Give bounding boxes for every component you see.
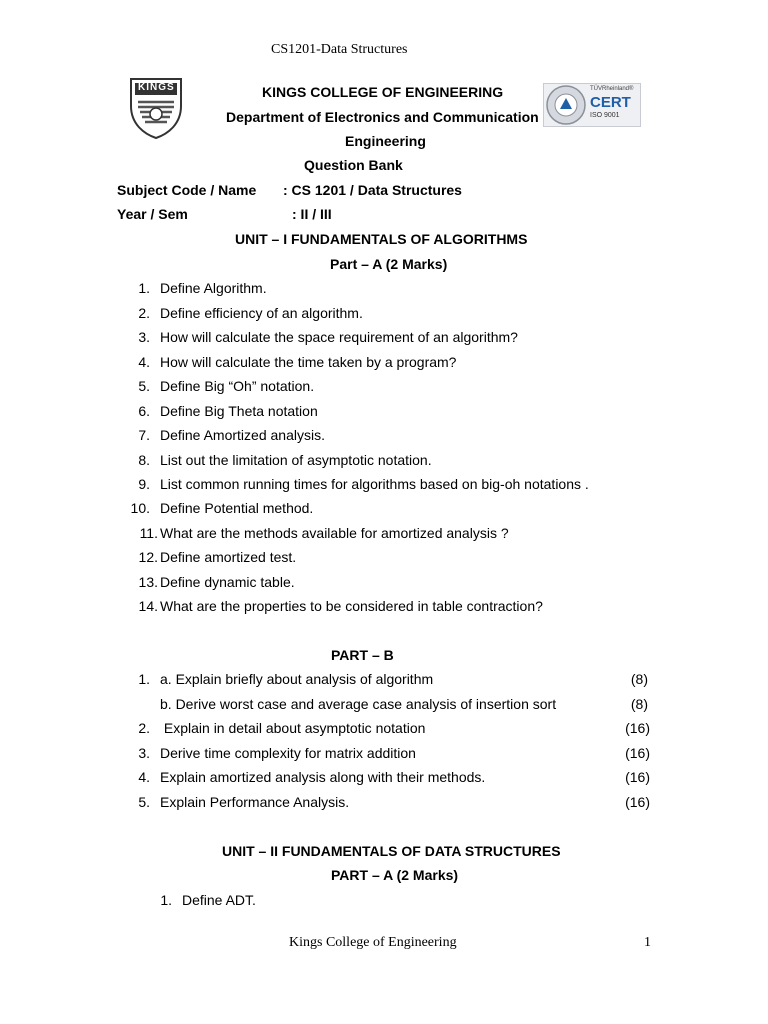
college-name: KINGS COLLEGE OF ENGINEERING xyxy=(262,84,504,100)
logo-text: KINGS xyxy=(138,82,175,93)
department-line1: Department of Electronics and Communication xyxy=(226,109,539,125)
list-number: 1. xyxy=(138,280,150,296)
page-number: 1 xyxy=(644,935,651,950)
list-item: Define ADT. xyxy=(182,892,256,908)
list-item: Explain in detail about asymptotic notation xyxy=(160,720,426,736)
list-number: 6. xyxy=(138,403,150,419)
unit1-part-a-title: Part – A (2 Marks) xyxy=(330,256,448,272)
list-item: Explain Performance Analysis. xyxy=(160,794,350,810)
list-item: Explain amortized analysis along with their methods. xyxy=(160,769,486,785)
list-item: Define amortized test. xyxy=(160,549,297,565)
marks-value: (8) xyxy=(630,671,648,687)
list-number: 1. xyxy=(160,892,172,908)
list-number: 5. xyxy=(138,378,150,394)
running-header: CS1201-Data Structures xyxy=(271,42,408,57)
year-value: : II / III xyxy=(292,206,332,222)
cert-logo xyxy=(543,83,641,127)
list-number: 8. xyxy=(138,452,150,468)
list-item: Define Amortized analysis. xyxy=(160,427,325,443)
list-number: 9. xyxy=(138,476,150,492)
list-number: 2. xyxy=(138,720,150,736)
cert-iso-text: ISO 9001 xyxy=(590,112,620,119)
subject-label: Subject Code / Name xyxy=(117,182,257,198)
list-item: List out the limitation of asymptotic notation. xyxy=(160,452,432,468)
list-item: Derive time complexity for matrix addition xyxy=(160,745,416,761)
list-item: How will calculate the time taken by a program? xyxy=(160,354,457,370)
year-label: Year / Sem xyxy=(117,206,188,222)
list-number: 4. xyxy=(138,354,150,370)
list-number: 1. xyxy=(138,671,150,687)
list-number: 11. xyxy=(139,525,158,541)
list-item: How will calculate the space requirement of an algorithm? xyxy=(160,329,518,345)
list-number: 3. xyxy=(138,329,150,345)
unit2-title: UNIT – II FUNDAMENTALS OF DATA STRUCTURES xyxy=(222,843,561,859)
marks-value: (16) xyxy=(625,769,650,785)
list-number: 10. xyxy=(130,500,150,516)
cert-top-text: TÜVRheinland® xyxy=(590,86,634,92)
list-item: List common running times for algorithms based on big-oh notations . xyxy=(160,476,589,492)
subject-value: : CS 1201 / Data Structures xyxy=(283,182,462,198)
list-item: b. Derive worst case and average case analysis of insertion sort xyxy=(160,696,557,712)
list-number: 4. xyxy=(138,769,150,785)
list-item: a. Explain briefly about analysis of algorithm xyxy=(160,671,434,687)
department-line2: Engineering xyxy=(345,133,426,149)
list-number: 3. xyxy=(138,745,150,761)
marks-value: (16) xyxy=(625,720,650,736)
marks-value: (8) xyxy=(630,696,648,712)
doc-type: Question Bank xyxy=(304,157,403,173)
cert-main-text: CERT xyxy=(590,94,631,111)
list-item: Define Big Theta notation xyxy=(160,403,318,419)
list-item: Define Big “Oh” notation. xyxy=(160,378,315,394)
list-number: 14. xyxy=(138,598,158,614)
list-item: What are the properties to be considered in table contraction? xyxy=(160,598,543,614)
list-number: 7. xyxy=(138,427,150,443)
list-item: Define Potential method. xyxy=(160,500,314,516)
unit2-part-a-title: PART – A (2 Marks) xyxy=(331,867,459,883)
unit1-title: UNIT – I FUNDAMENTALS OF ALGORITHMS xyxy=(235,231,528,247)
list-item: Define efficiency of an algorithm. xyxy=(160,305,363,321)
cert-seal-icon xyxy=(545,84,587,126)
list-item: Define dynamic table. xyxy=(160,574,295,590)
list-item: What are the methods available for amortized analysis ? xyxy=(160,525,509,541)
footer-college: Kings College of Engineering xyxy=(289,935,457,950)
list-number: 12. xyxy=(138,549,158,565)
unit1-part-b-title: PART – B xyxy=(331,647,394,663)
list-number: 2. xyxy=(138,305,150,321)
marks-value: (16) xyxy=(625,745,650,761)
college-logo xyxy=(128,76,184,140)
list-number: 13. xyxy=(138,574,158,590)
list-number: 5. xyxy=(138,794,150,810)
marks-value: (16) xyxy=(625,794,650,810)
list-item: Define Algorithm. xyxy=(160,280,267,296)
